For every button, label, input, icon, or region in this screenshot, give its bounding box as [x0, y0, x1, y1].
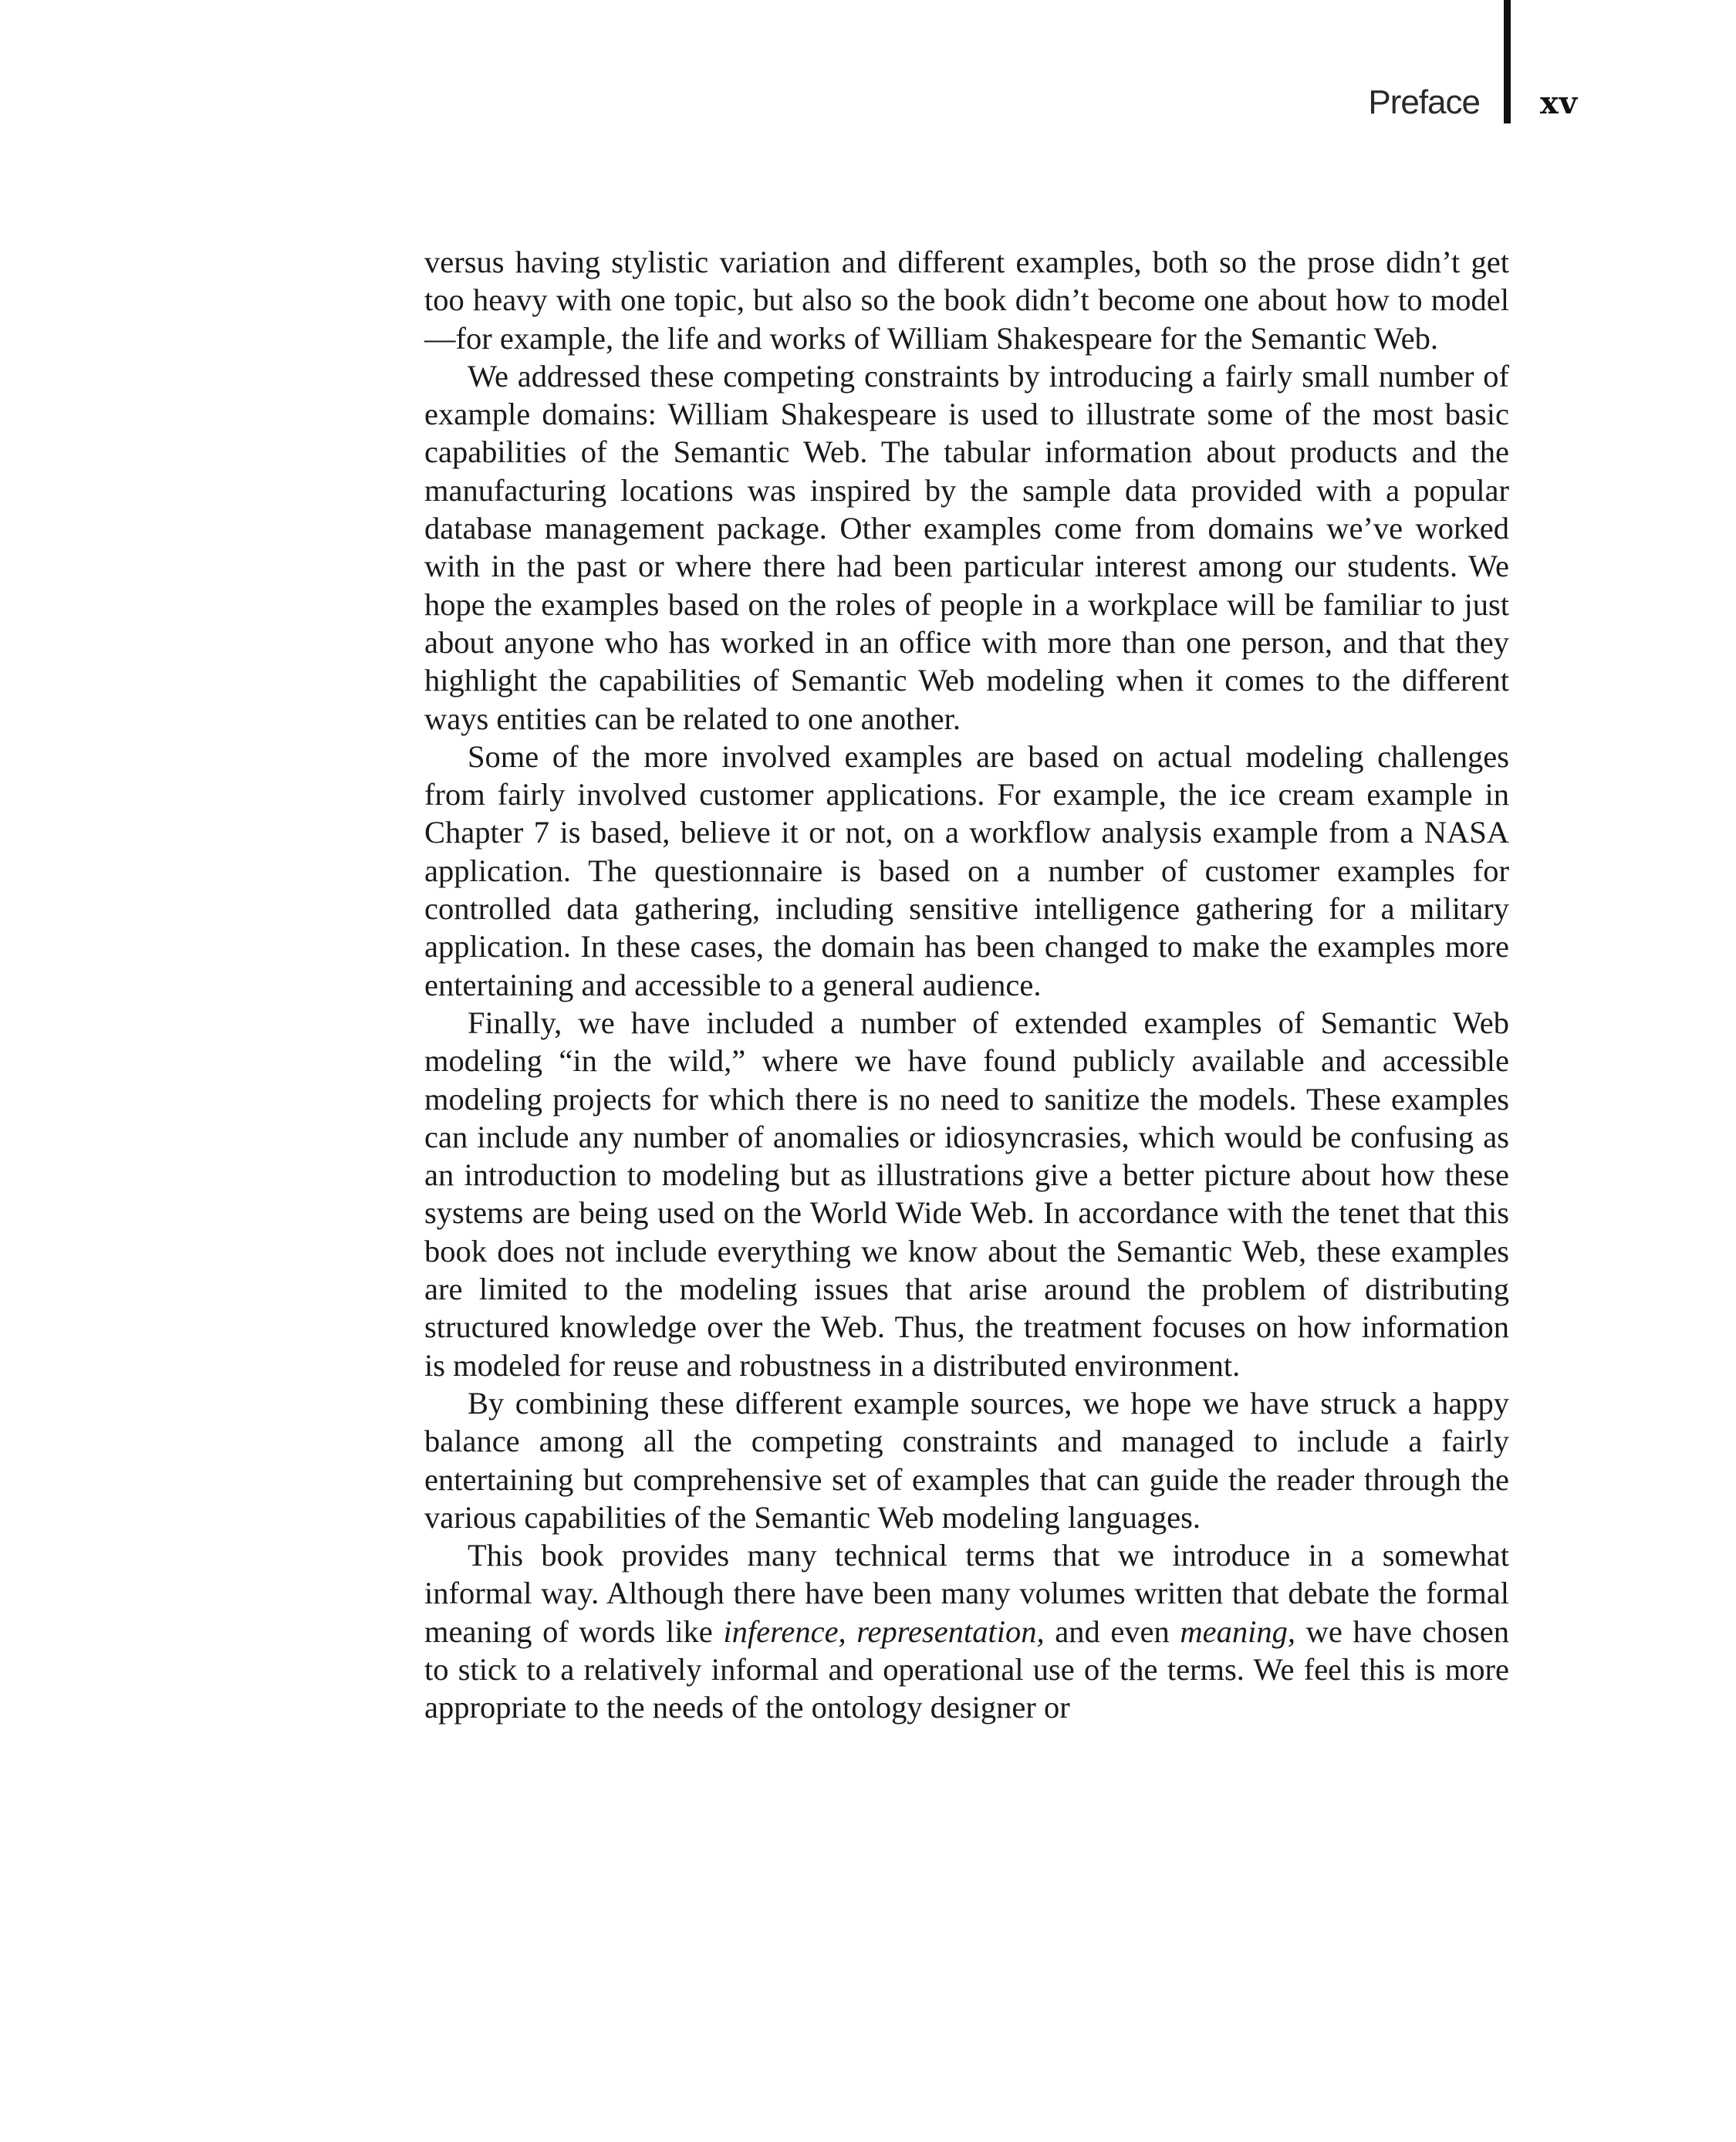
paragraph-combining-sources: By combining these different example sources, we hope we have struck a happy balance among all the competing constraints and managed to include a fairly entertaining but comprehensive set of examples that can guide the reader through the various capabilities of the Semantic Web modeling languages. — [424, 1385, 1509, 1535]
running-head-section-title: Preface — [1368, 83, 1480, 121]
paragraph-continued: versus having stylistic variation and different examples, both so the prose didn’t get too heavy with one topic, but also so the book didn’t become one about how to model—for example, the life and works of William Shakespeare for the Semantic Web. — [424, 245, 1509, 356]
paragraph-extended-examples: Finally, we have included a number of extended examples of Semantic Web modeling “in the wild,” where we have found publicly available and accessible modeling projects for which there is no need to sanitize the models. These examples can include any number of anomalies or idiosyncrasies, which would be confusing as an introduction to modeling but as illustrations give a better picture about how these systems are being used on the World Wide Web. In accordance with the tenet that this book does not include everything we know about the Semantic Web, these examples are limited to the modeling issues that arise around the problem of distributing structured knowledge over the Web. Thus, the treatment focuses on how information is modeled for reuse and robustness in a distributed environment. — [424, 1005, 1509, 1383]
technical-terms-text-middle: and even — [1044, 1613, 1180, 1649]
paragraph-involved-examples: Some of the more involved examples are based on actual modeling challenges from fairly involved customer applications. For example, the ice cream example in Chapter 7 is based, believe it or not, on a workflow analysis example from a NASA application. The questionnaire is based on a number of customer examples for controlled data gathering, including sensitive intelligence gathering for a military application. In these cases, the domain has been changed to make the examples more entertaining and accessible to a general audience. — [424, 738, 1509, 1002]
running-head-rule — [1504, 0, 1511, 123]
paragraph-technical-terms — [424, 1536, 1509, 1726]
technical-terms-text-start: This book provides many technical terms that we introduce in a somewhat informal way. Although there have been many volumes written that debate the formal meaning of words like — [424, 1538, 1509, 1649]
technical-terms-text-end: we have chosen to stick to a relatively informal and operational use of the terms. We feel this is more appropriate to the needs of the ontology designer or — [424, 1613, 1509, 1725]
page-number: xv — [1540, 85, 1579, 121]
paragraph-example-domains: We addressed these competing constraints by introducing a fairly small number of example domains: William Shakespeare is used to illustrate some of the most basic capabilities of the Semantic Web. The tabular information about products and the manufacturing locations was inspired by the sample data provided with a popular database management package. Other examples come from domains we’ve worked with in the past or where there had been particular interest among our students. We hope the examples based on the roles of people in a workplace will be familiar to just about anyone who has worked in an office with more than one person, and that they highlight the capabilities of Semantic Web modeling when it comes to the different ways entities can be related to one another. — [424, 358, 1509, 736]
running-head — [0, 0, 1736, 154]
italic-terms: inference, representation, — [723, 1613, 1045, 1649]
italic-term-meaning: meaning, — [1180, 1613, 1296, 1649]
body-text — [424, 243, 1509, 1727]
